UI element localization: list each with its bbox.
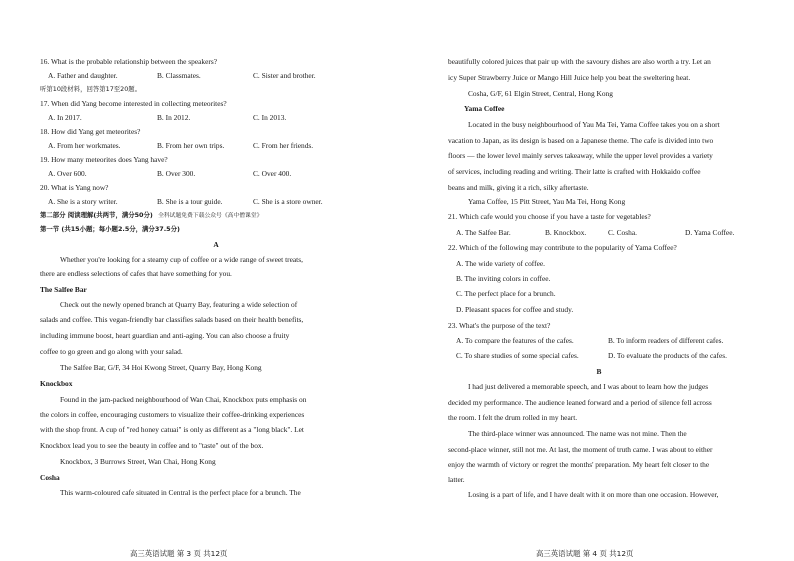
cosha-cont-line-1: beautifully colored juices that pair up with the savoury dishes are also worth a try. Let an: [448, 57, 711, 66]
q16-option-b: B. Classmates.: [157, 71, 201, 80]
question-19: 19. How many meteorites does Yang have?: [40, 155, 168, 164]
question-23: 23. What's the purpose of the text?: [448, 321, 551, 330]
cosha-title: Cosha: [40, 473, 60, 482]
b-para1-line-3: the room. I felt the drum rolled in my heart.: [448, 413, 578, 422]
salfee-address: The Salfee Bar, G/F, 34 Hoi Kwong Street, Quarry Bay, Hong Kong: [60, 363, 262, 372]
yama-address: Yama Coffee, 15 Pitt Street, Yau Ma Tei, Hong Kong: [468, 197, 626, 206]
intro-line-1: Whether you're looking for a steamy cup of coffee or a wide range of sweet treats,: [60, 255, 303, 264]
question-17: 17. When did Yang become interested in collecting meteorites?: [40, 99, 227, 108]
question-21: 21. Which cafe would you choose if you have a taste for vegetables?: [448, 212, 651, 221]
yama-line-5: beans and milk, giving it a rich, silky aftertaste.: [448, 183, 589, 192]
cosha-line-1: This warm-coloured cafe situated in Central is the perfect place for a brunch. The: [60, 488, 301, 497]
listening-10-instruction: 听第10段材料，回答第17至20题。: [40, 85, 142, 93]
q18-option-a: A. From her workmates.: [48, 141, 121, 150]
q22-option-d: D. Pleasant spaces for coffee and study.: [456, 305, 574, 314]
left-page-footer: 高三英语试题 第 3 页 共12页: [130, 549, 228, 558]
b-para2-line-1: The third-place winner was announced. The name was not mine. Then the: [468, 429, 687, 438]
yama-title: Yama Coffee: [464, 104, 505, 113]
knockbox-address: Knockbox, 3 Burrows Street, Wan Chai, Hong Kong: [60, 457, 216, 466]
question-18: 18. How did Yang get meteorites?: [40, 127, 141, 136]
cosha-cont-line-2: icy Super Strawberry Juice or Mango Hill Juice help you beat the sweltering heat.: [448, 73, 691, 82]
yama-line-1: Located in the busy neighbourhood of Yau Ma Tei, Yama Coffee takes you on a short: [468, 120, 720, 129]
q22-option-a: A. The wide variety of coffee.: [456, 259, 545, 268]
q17-option-c: C. In 2013.: [253, 113, 287, 122]
q19-option-a: A. Over 600.: [48, 169, 87, 178]
salfee-line-1: Check out the newly opened branch at Quarry Bay, featuring a wide selection of: [60, 300, 298, 309]
q20-option-a: A. She is a story writer.: [48, 197, 118, 206]
q20-option-c: C. She is a store owner.: [253, 197, 323, 206]
yama-line-4: of services, including reading and writing. Their latte is crafted with Hokkaido coffee: [448, 167, 701, 176]
q22-option-b: B. The inviting colors in coffee.: [456, 274, 551, 283]
q18-option-b: B. From her own trips.: [157, 141, 225, 150]
q23-option-c: C. To share studies of some special cafes.: [456, 351, 579, 360]
q22-option-c: C. The perfect place for a brunch.: [456, 289, 556, 298]
part2-note: 全科试题免费下载公众号《高中僧课堂》: [158, 213, 263, 219]
q20-option-b: B. She is a tour guide.: [157, 197, 223, 206]
q23-option-a: A. To compare the features of the cafes.: [456, 336, 574, 345]
q21-option-c: C. Cosha.: [608, 228, 637, 237]
q19-option-b: B. Over 300.: [157, 169, 196, 178]
knockbox-line-1: Found in the jam-packed neighbourhood of Wan Chai, Knockbox puts emphasis on: [60, 395, 307, 404]
b-para2-line-3: enjoy the warmth of victory or regret the months' preparation. My heart felt closer to the: [448, 460, 710, 469]
part2-title: 第二部分 阅读理解(共两节，满分50分): [40, 211, 153, 219]
salfee-title: The Salfee Bar: [40, 285, 87, 294]
part2-heading: [40, 212, 262, 220]
question-20: 20. What is Yang now?: [40, 183, 109, 192]
b-para1-line-1: I had just delivered a memorable speech, and I was about to learn how the judges: [468, 382, 709, 391]
passage-b-label: B: [596, 367, 602, 376]
section1-heading: 第一节 (共15小题；每小题2.5分，满分37.5分): [40, 225, 180, 233]
q17-option-b: B. In 2012.: [157, 113, 191, 122]
salfee-line-2: salads and coffee. This vegan-friendly bar classifies salads based on their health benefits,: [40, 315, 304, 324]
b-para2-line-4: latter.: [448, 475, 465, 484]
b-para3-line-1: Losing is a part of life, and I have dealt with it on more than one occasion. However,: [468, 490, 719, 499]
q16-option-a: A. Father and daughter.: [48, 71, 118, 80]
question-22: 22. Which of the following may contribute to the popularity of Yama Coffee?: [448, 243, 677, 252]
yama-line-2: vacation to Japan, as its design is based on a Japanese theme. The cafe is divided into two: [448, 136, 714, 145]
q18-option-c: C. From her friends.: [253, 141, 314, 150]
b-para1-line-2: decided my performance. The audience leaned forward and a period of silence fell across: [448, 398, 712, 407]
passage-a-label: A: [213, 240, 219, 249]
salfee-line-3: including immune boost, heart guardian and anti-aging. You can also choose a fruity: [40, 331, 290, 340]
q19-option-c: C. Over 400.: [253, 169, 292, 178]
salfee-line-4: coffee to go green and go along with your salad.: [40, 347, 183, 356]
q23-option-d: D. To evaluate the products of the cafes.: [608, 351, 727, 360]
q21-option-d: D. Yama Coffee.: [685, 228, 735, 237]
q21-option-b: B. Knockbox.: [545, 228, 587, 237]
b-para2-line-2: second-place winner, still not me. At last, the moment of truth came. I was about to either: [448, 445, 713, 454]
q16-option-c: C. Sister and brother.: [253, 71, 316, 80]
knockbox-line-3: with the shop front. A cup of "red honey catuai" is only as different as a "long black". Let: [40, 425, 304, 434]
knockbox-line-2: the colors in coffee, encouraging customers to visualize their coffee-drinking experiences: [40, 410, 305, 419]
cosha-address: Cosha, G/F, 61 Elgin Street, Central, Hong Kong: [468, 89, 613, 98]
yama-line-3: floors — the lower level mainly serves takeaway, while the upper level provides a variety: [448, 151, 713, 160]
question-16: 16. What is the probable relationship between the speakers?: [40, 57, 217, 66]
intro-line-2: there are endless selections of cafes that have something for you.: [40, 269, 232, 278]
knockbox-line-4: Knockbox lead you to see the beauty in coffee and to "taste" out of the box.: [40, 441, 264, 450]
right-page-footer: 高三英语试题 第 4 页 共12页: [536, 549, 634, 558]
q23-option-b: B. To inform readers of different cafes.: [608, 336, 724, 345]
knockbox-title: Knockbox: [40, 379, 73, 388]
q17-option-a: A. In 2017.: [48, 113, 82, 122]
q21-option-a: A. The Salfee Bar.: [456, 228, 511, 237]
